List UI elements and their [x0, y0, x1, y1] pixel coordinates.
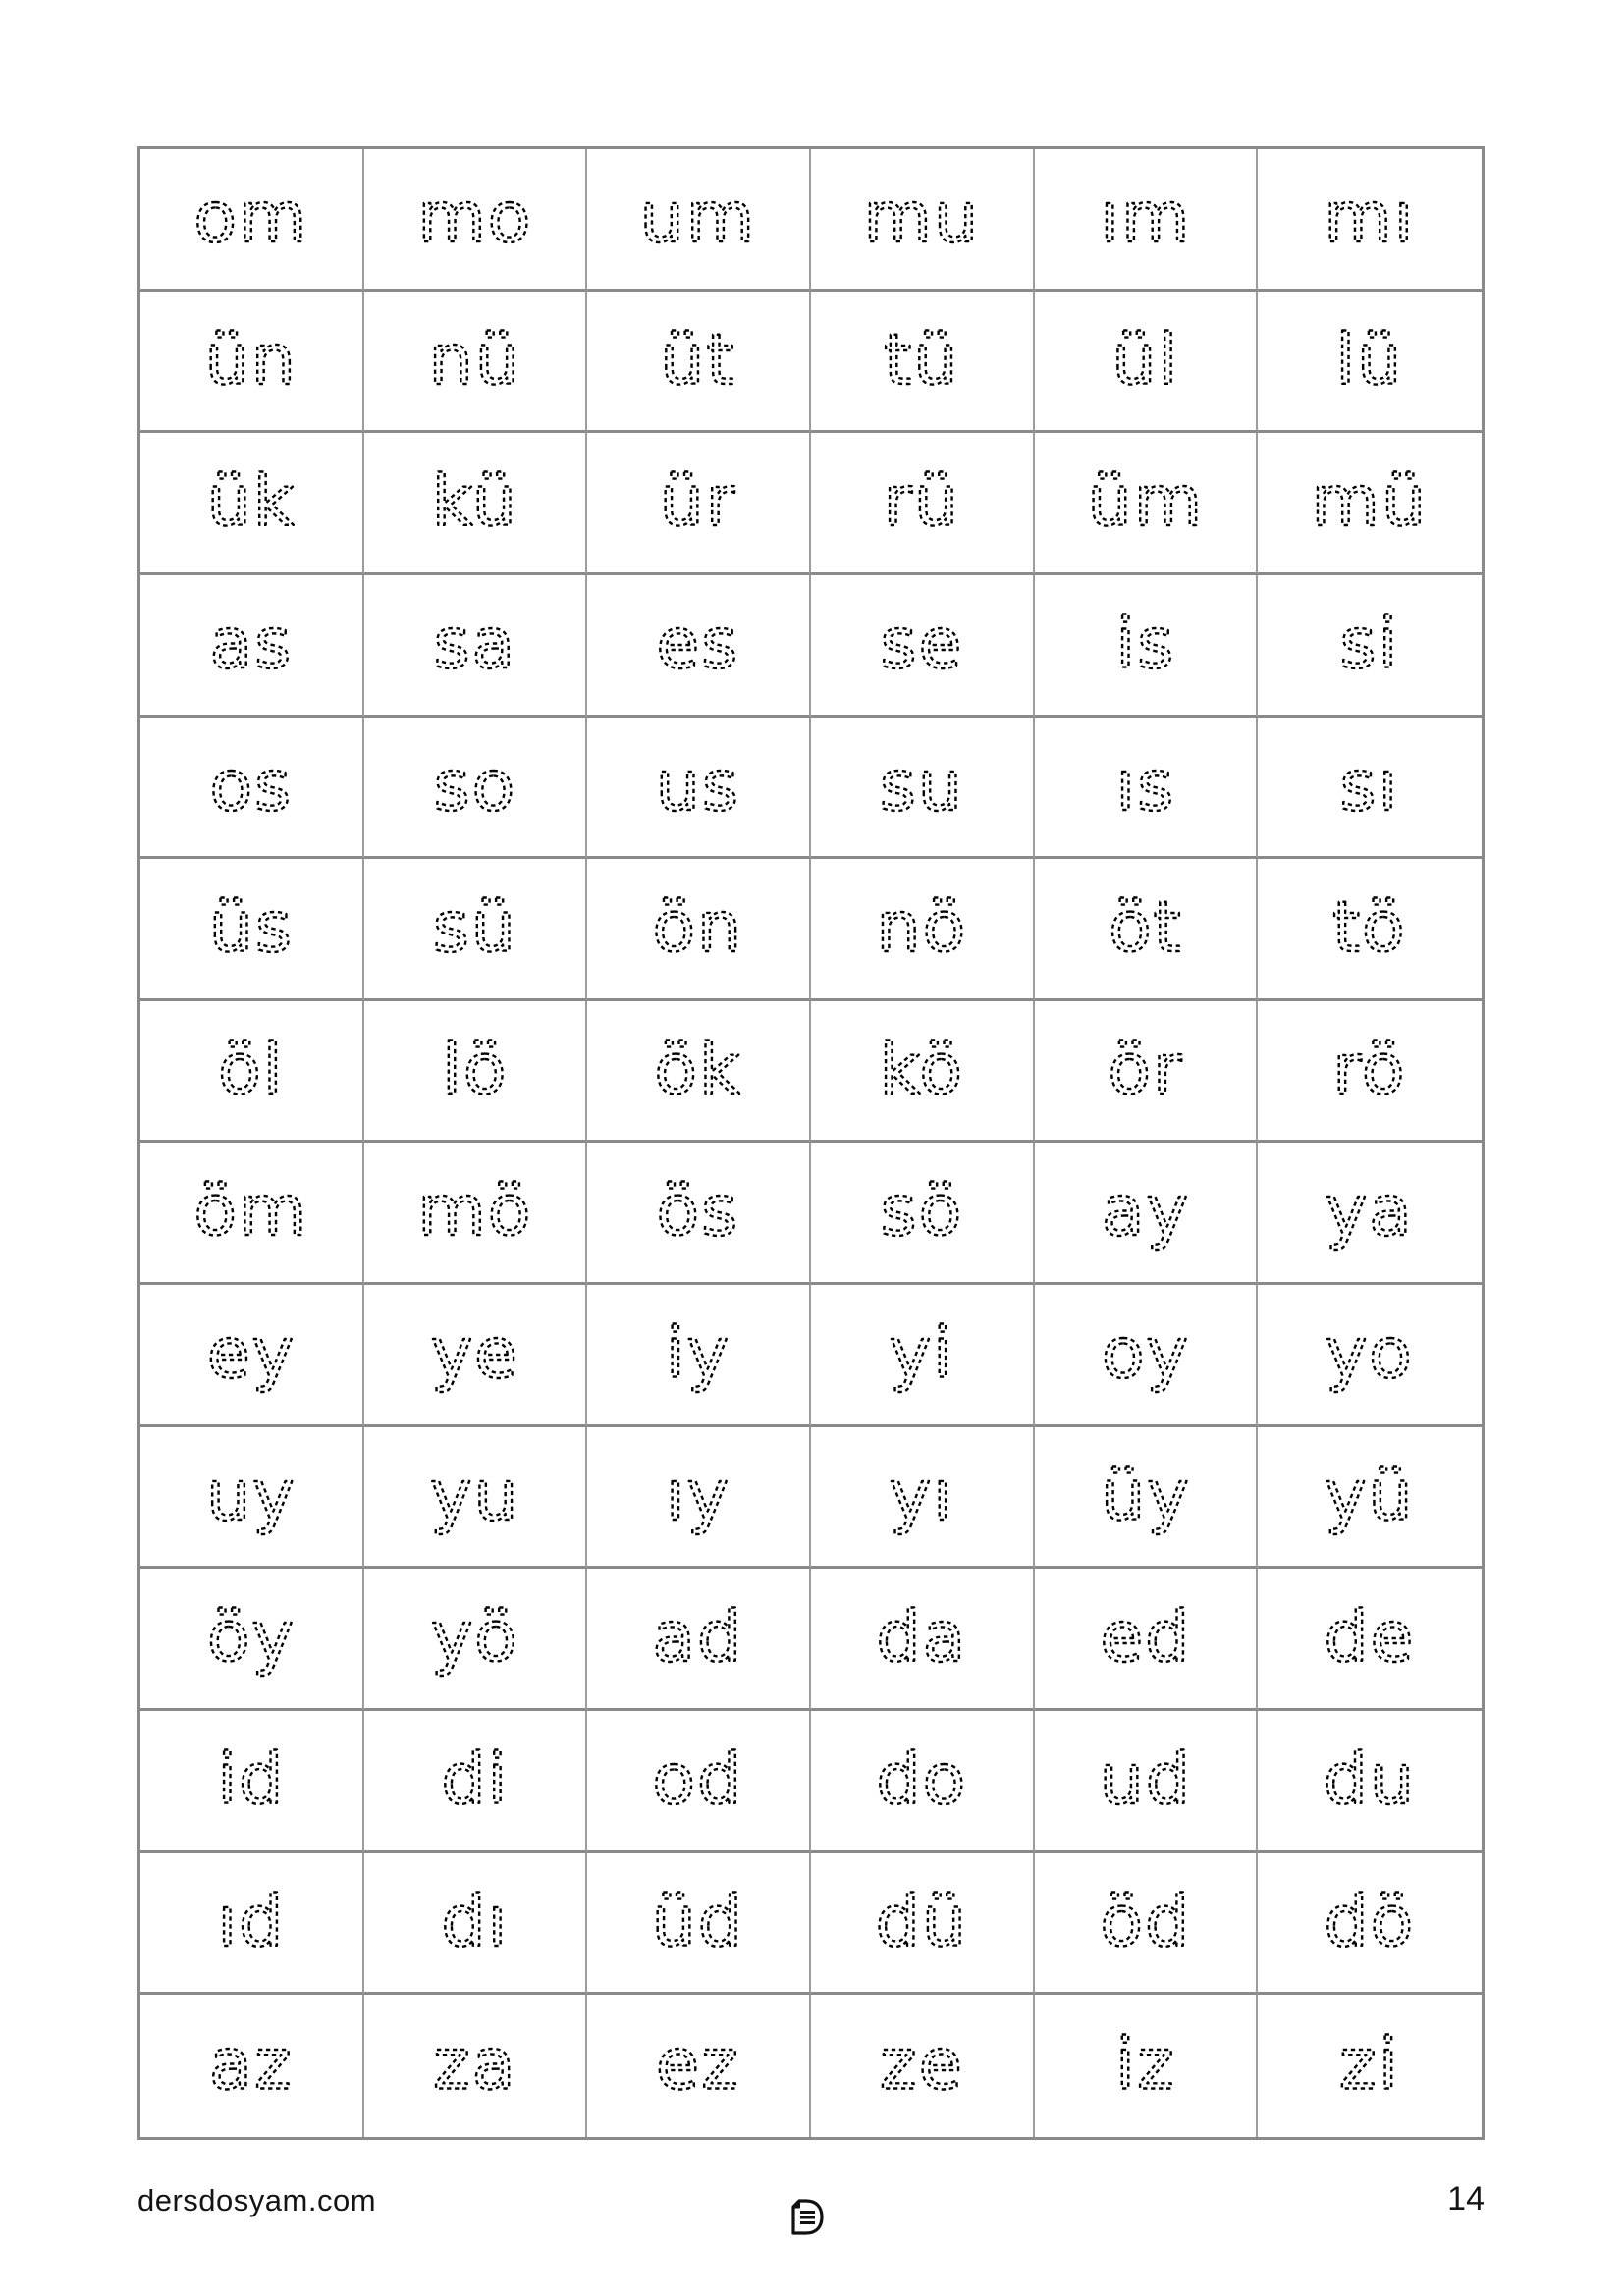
traced-syllable: ud	[1099, 1737, 1192, 1820]
traced-syllable-graphic	[811, 859, 1033, 998]
traced-syllable: öt	[1108, 885, 1183, 968]
syllable-cell	[1035, 859, 1259, 1001]
traced-syllable-graphic	[364, 149, 586, 289]
footer-website: dersdosyam.com	[137, 2183, 377, 2217]
syllable-cell	[587, 1001, 811, 1144]
traced-syllable-graphic	[364, 1285, 586, 1424]
traced-syllable: om	[193, 176, 309, 258]
traced-syllable: üm	[1087, 460, 1204, 543]
syllable-cell	[364, 1853, 588, 1996]
syllable-cell	[140, 1569, 364, 1711]
traced-syllable-graphic	[364, 1143, 586, 1282]
traced-syllable: yı	[889, 1454, 954, 1536]
traced-syllable: os	[209, 744, 294, 827]
syllable-cell	[811, 1001, 1035, 1144]
traced-syllable: üs	[208, 885, 294, 968]
traced-syllable: sı	[1339, 744, 1400, 827]
traced-syllable: oy	[1101, 1311, 1190, 1394]
traced-syllable: ya	[1326, 1170, 1415, 1253]
traced-syllable: öy	[206, 1596, 296, 1679]
syllable-cell	[1035, 292, 1259, 434]
syllable-cell	[1035, 1995, 1259, 2137]
traced-syllable-graphic	[140, 292, 362, 431]
traced-syllable: si	[1339, 602, 1400, 684]
syllable-cell	[1258, 149, 1482, 292]
syllable-cell	[1035, 1001, 1259, 1144]
syllable-cell	[1258, 1569, 1482, 1711]
syllable-cell	[364, 575, 588, 718]
traced-syllable-graphic	[364, 1569, 586, 1708]
syllable-cell	[811, 292, 1035, 434]
syllable-cell	[811, 718, 1035, 860]
syllable-cell	[140, 1285, 364, 1427]
traced-syllable: ür	[659, 460, 737, 543]
syllable-cell	[1258, 718, 1482, 860]
syllable-cell	[587, 718, 811, 860]
traced-syllable-graphic	[811, 149, 1033, 289]
traced-syllable: da	[876, 1596, 968, 1679]
syllable-cell	[1258, 1143, 1482, 1285]
syllable-cell	[587, 1427, 811, 1570]
traced-syllable-graphic	[1035, 433, 1257, 572]
traced-syllable-graphic	[587, 575, 809, 715]
traced-syllable-graphic	[1035, 1143, 1257, 1282]
traced-syllable: yö	[430, 1596, 519, 1679]
syllable-cell	[587, 1711, 811, 1853]
traced-syllable: um	[639, 176, 757, 258]
traced-syllable: kü	[431, 460, 518, 543]
syllable-cell	[1258, 1711, 1482, 1853]
traced-syllable: rö	[1332, 1028, 1407, 1110]
page-number: 14	[1447, 2180, 1485, 2217]
traced-syllable-graphic	[1258, 433, 1482, 572]
traced-syllable: is	[1115, 602, 1175, 684]
traced-syllable-graphic	[811, 718, 1033, 857]
syllable-cell	[364, 1711, 588, 1853]
traced-syllable: mü	[1311, 460, 1429, 543]
syllable-cell	[1035, 433, 1259, 575]
traced-syllable-graphic	[811, 1711, 1033, 1850]
traced-syllable-graphic	[1035, 1427, 1257, 1567]
syllable-cell	[811, 1853, 1035, 1996]
traced-syllable-graphic	[1258, 292, 1482, 431]
traced-syllable: ös	[656, 1170, 740, 1253]
trace-table	[137, 146, 1485, 2140]
traced-syllable-graphic	[811, 1427, 1033, 1567]
traced-syllable-graphic	[1258, 149, 1482, 289]
syllable-cell	[811, 1143, 1035, 1285]
traced-syllable: öd	[1100, 1880, 1191, 1962]
traced-syllable-graphic	[364, 575, 586, 715]
traced-syllable-graphic	[1258, 1427, 1482, 1567]
syllable-cell	[364, 149, 588, 292]
document-logo-icon	[786, 2197, 826, 2238]
traced-syllable-graphic	[1035, 1711, 1257, 1850]
syllable-cell	[587, 1569, 811, 1711]
syllable-cell	[1035, 1427, 1259, 1570]
syllable-cell	[1258, 575, 1482, 718]
traced-syllable: tö	[1332, 885, 1407, 968]
traced-syllable: za	[432, 2022, 517, 2106]
traced-syllable-graphic	[364, 292, 586, 431]
traced-syllable: so	[433, 744, 516, 827]
traced-syllable: öl	[218, 1028, 285, 1110]
traced-syllable: ıd	[217, 1880, 286, 1962]
traced-syllable-graphic	[140, 1711, 362, 1850]
traced-syllable-graphic	[140, 859, 362, 998]
syllable-cell	[364, 1427, 588, 1570]
syllable-cell	[811, 859, 1035, 1001]
syllable-cell	[140, 1995, 364, 2137]
syllable-cell	[364, 1143, 588, 1285]
traced-syllable: zi	[1339, 2024, 1401, 2108]
syllable-cell	[811, 1427, 1035, 1570]
traced-syllable-graphic	[140, 1569, 362, 1708]
traced-syllable: se	[880, 602, 964, 684]
traced-syllable: mu	[863, 176, 981, 258]
syllable-cell	[1035, 1853, 1259, 1996]
traced-syllable-graphic	[587, 292, 809, 431]
traced-syllable: ıy	[666, 1454, 731, 1536]
syllable-cell	[1258, 292, 1482, 434]
syllable-cell	[811, 1569, 1035, 1711]
syllable-cell	[1258, 433, 1482, 575]
traced-syllable-graphic	[1035, 1995, 1257, 2137]
traced-syllable-graphic	[1258, 1569, 1482, 1708]
traced-syllable-graphic	[811, 1995, 1033, 2137]
syllable-cell	[587, 433, 811, 575]
traced-syllable: od	[652, 1737, 744, 1820]
traced-syllable-graphic	[811, 1569, 1033, 1708]
traced-syllable: sö	[880, 1170, 964, 1253]
traced-syllable-graphic	[140, 1853, 362, 1993]
traced-syllable-graphic	[1258, 1001, 1482, 1141]
traced-syllable-graphic	[811, 433, 1033, 572]
traced-syllable: öm	[193, 1170, 309, 1253]
syllable-cell	[140, 1853, 364, 1996]
traced-syllable: du	[1323, 1737, 1417, 1820]
traced-syllable-graphic	[364, 1427, 586, 1567]
traced-syllable-graphic	[1035, 718, 1257, 857]
syllable-cell	[811, 1995, 1035, 2137]
traced-syllable-graphic	[1258, 1711, 1482, 1850]
traced-syllable-graphic	[1258, 718, 1482, 857]
syllable-cell	[811, 1285, 1035, 1427]
traced-syllable-graphic	[1035, 575, 1257, 715]
traced-syllable-graphic	[140, 575, 362, 715]
syllable-cell	[1035, 1143, 1259, 1285]
traced-syllable: yu	[429, 1454, 520, 1536]
traced-syllable: yo	[1326, 1311, 1415, 1394]
syllable-cell	[1035, 149, 1259, 292]
syllable-cell	[140, 1001, 364, 1144]
syllable-cell	[1035, 1711, 1259, 1853]
traced-syllable-graphic	[140, 1995, 362, 2137]
traced-syllable: dü	[875, 1880, 969, 1962]
traced-syllable-graphic	[364, 1711, 586, 1850]
traced-syllable-graphic	[140, 433, 362, 572]
traced-syllable-graphic	[140, 1143, 362, 1282]
traced-syllable-graphic	[587, 859, 809, 998]
traced-syllable-graphic	[587, 1285, 809, 1424]
traced-syllable: yü	[1325, 1454, 1415, 1536]
traced-syllable-graphic	[1035, 1285, 1257, 1424]
syllable-cell	[587, 1853, 811, 1996]
syllable-cell	[587, 859, 811, 1001]
traced-syllable: iz	[1114, 2022, 1176, 2106]
syllable-cell	[811, 1711, 1035, 1853]
syllable-cell	[140, 1711, 364, 1853]
traced-syllable: iy	[666, 1311, 731, 1394]
syllable-cell	[140, 149, 364, 292]
traced-syllable: ıs	[1115, 744, 1175, 827]
traced-syllable-graphic	[1035, 149, 1257, 289]
traced-syllable-graphic	[587, 718, 809, 857]
traced-syllable-graphic	[1035, 1853, 1257, 1993]
syllable-cell	[364, 433, 588, 575]
traced-syllable: di	[441, 1737, 509, 1820]
traced-syllable-graphic	[364, 1853, 586, 1993]
traced-syllable: mı	[1324, 176, 1416, 258]
syllable-cell	[364, 1569, 588, 1711]
traced-syllable: lö	[441, 1028, 509, 1110]
traced-syllable-graphic	[811, 575, 1033, 715]
traced-syllable-graphic	[1258, 1995, 1482, 2137]
traced-syllable-graphic	[587, 1569, 809, 1708]
syllable-cell	[140, 1143, 364, 1285]
syllable-cell	[140, 718, 364, 860]
traced-syllable: tü	[884, 318, 960, 400]
traced-syllable-graphic	[364, 1001, 586, 1141]
syllable-cell	[811, 149, 1035, 292]
syllable-cell	[811, 575, 1035, 718]
syllable-cell	[1035, 575, 1259, 718]
traced-syllable-graphic	[140, 149, 362, 289]
traced-syllable: su	[879, 744, 964, 827]
traced-syllable-graphic	[140, 1001, 362, 1141]
syllable-cell	[364, 1001, 588, 1144]
traced-syllable: id	[217, 1737, 286, 1820]
syllable-cell	[1035, 1285, 1259, 1427]
syllable-cell	[1258, 1427, 1482, 1570]
traced-syllable: ım	[1099, 176, 1192, 258]
traced-syllable-graphic	[587, 1427, 809, 1567]
traced-syllable: sü	[432, 885, 517, 968]
traced-syllable: sa	[433, 602, 516, 684]
traced-syllable-graphic	[811, 1143, 1033, 1282]
traced-syllable-graphic	[587, 433, 809, 572]
traced-syllable: ay	[1101, 1170, 1190, 1253]
traced-syllable: dı	[441, 1880, 509, 1962]
syllable-cell	[1035, 1569, 1259, 1711]
traced-syllable: üd	[651, 1880, 745, 1962]
syllable-cell	[1258, 1995, 1482, 2137]
traced-syllable-graphic	[811, 292, 1033, 431]
traced-syllable: ey	[206, 1311, 296, 1394]
traced-syllable-graphic	[587, 1995, 809, 2137]
syllable-cell	[1258, 1853, 1482, 1996]
traced-syllable: ez	[656, 2022, 741, 2106]
traced-syllable: as	[209, 602, 294, 684]
traced-syllable-graphic	[811, 1001, 1033, 1141]
traced-syllable: de	[1324, 1596, 1416, 1679]
traced-syllable-graphic	[1035, 859, 1257, 998]
traced-syllable: mo	[417, 176, 532, 258]
traced-syllable-graphic	[587, 1711, 809, 1850]
syllable-cell	[587, 1285, 811, 1427]
syllable-cell	[1258, 1285, 1482, 1427]
syllable-cell	[587, 1143, 811, 1285]
traced-syllable: lü	[1335, 318, 1404, 400]
syllable-cell	[1035, 718, 1259, 860]
traced-syllable: az	[208, 2022, 294, 2106]
traced-syllable-graphic	[1258, 1285, 1482, 1424]
traced-syllable: ön	[652, 885, 744, 968]
traced-syllable-graphic	[1258, 1143, 1482, 1282]
traced-syllable: ye	[430, 1311, 519, 1394]
traced-syllable-graphic	[587, 149, 809, 289]
traced-syllable-graphic	[587, 1143, 809, 1282]
traced-syllable: üt	[660, 318, 736, 400]
traced-syllable: ün	[204, 318, 298, 400]
syllable-cell	[364, 718, 588, 860]
syllable-cell	[587, 1995, 811, 2137]
traced-syllable: mö	[417, 1170, 532, 1253]
syllable-cell	[364, 859, 588, 1001]
traced-syllable: ök	[654, 1028, 742, 1110]
syllable-cell	[140, 433, 364, 575]
traced-syllable-graphic	[364, 859, 586, 998]
traced-syllable: ör	[1108, 1028, 1183, 1110]
traced-syllable-graphic	[587, 1001, 809, 1141]
traced-syllable: nö	[876, 885, 968, 968]
syllable-cell	[140, 859, 364, 1001]
traced-syllable: ük	[206, 460, 297, 543]
syllable-cell	[1258, 859, 1482, 1001]
traced-syllable: rü	[883, 460, 961, 543]
traced-syllable: yi	[889, 1311, 954, 1394]
traced-syllable-graphic	[140, 718, 362, 857]
traced-syllable-graphic	[140, 1427, 362, 1567]
traced-syllable-graphic	[364, 718, 586, 857]
traced-syllable: es	[656, 602, 740, 684]
traced-syllable-graphic	[364, 1995, 586, 2137]
traced-syllable-graphic	[364, 433, 586, 572]
traced-syllable: uy	[206, 1454, 297, 1536]
syllable-cell	[364, 1995, 588, 2137]
traced-syllable-graphic	[1035, 1569, 1257, 1708]
traced-syllable-graphic	[811, 1853, 1033, 1993]
syllable-cell	[140, 575, 364, 718]
syllable-cell	[587, 575, 811, 718]
traced-syllable-graphic	[1035, 1001, 1257, 1141]
traced-syllable-graphic	[140, 1285, 362, 1424]
traced-syllable: ed	[1099, 1596, 1192, 1679]
syllable-cell	[587, 292, 811, 434]
traced-syllable-graphic	[1258, 1853, 1482, 1993]
traced-syllable: ad	[652, 1596, 744, 1679]
traced-syllable: üy	[1100, 1454, 1191, 1536]
traced-syllable-graphic	[1258, 575, 1482, 715]
traced-syllable-graphic	[587, 1853, 809, 1993]
traced-syllable-graphic	[1258, 859, 1482, 998]
syllable-cell	[587, 149, 811, 292]
traced-syllable: do	[876, 1737, 968, 1820]
traced-syllable: us	[656, 744, 741, 827]
traced-syllable: kö	[879, 1028, 964, 1110]
syllable-cell	[140, 292, 364, 434]
syllable-cell	[364, 292, 588, 434]
traced-syllable: ül	[1111, 318, 1179, 400]
traced-syllable: dö	[1324, 1880, 1416, 1962]
syllable-cell	[1258, 1001, 1482, 1144]
traced-syllable: ze	[879, 2022, 964, 2106]
syllable-cell	[811, 433, 1035, 575]
traced-syllable: nü	[428, 318, 521, 400]
traced-syllable-graphic	[811, 1285, 1033, 1424]
syllable-cell	[364, 1285, 588, 1427]
syllable-cell	[140, 1427, 364, 1570]
traced-syllable-graphic	[1035, 292, 1257, 431]
